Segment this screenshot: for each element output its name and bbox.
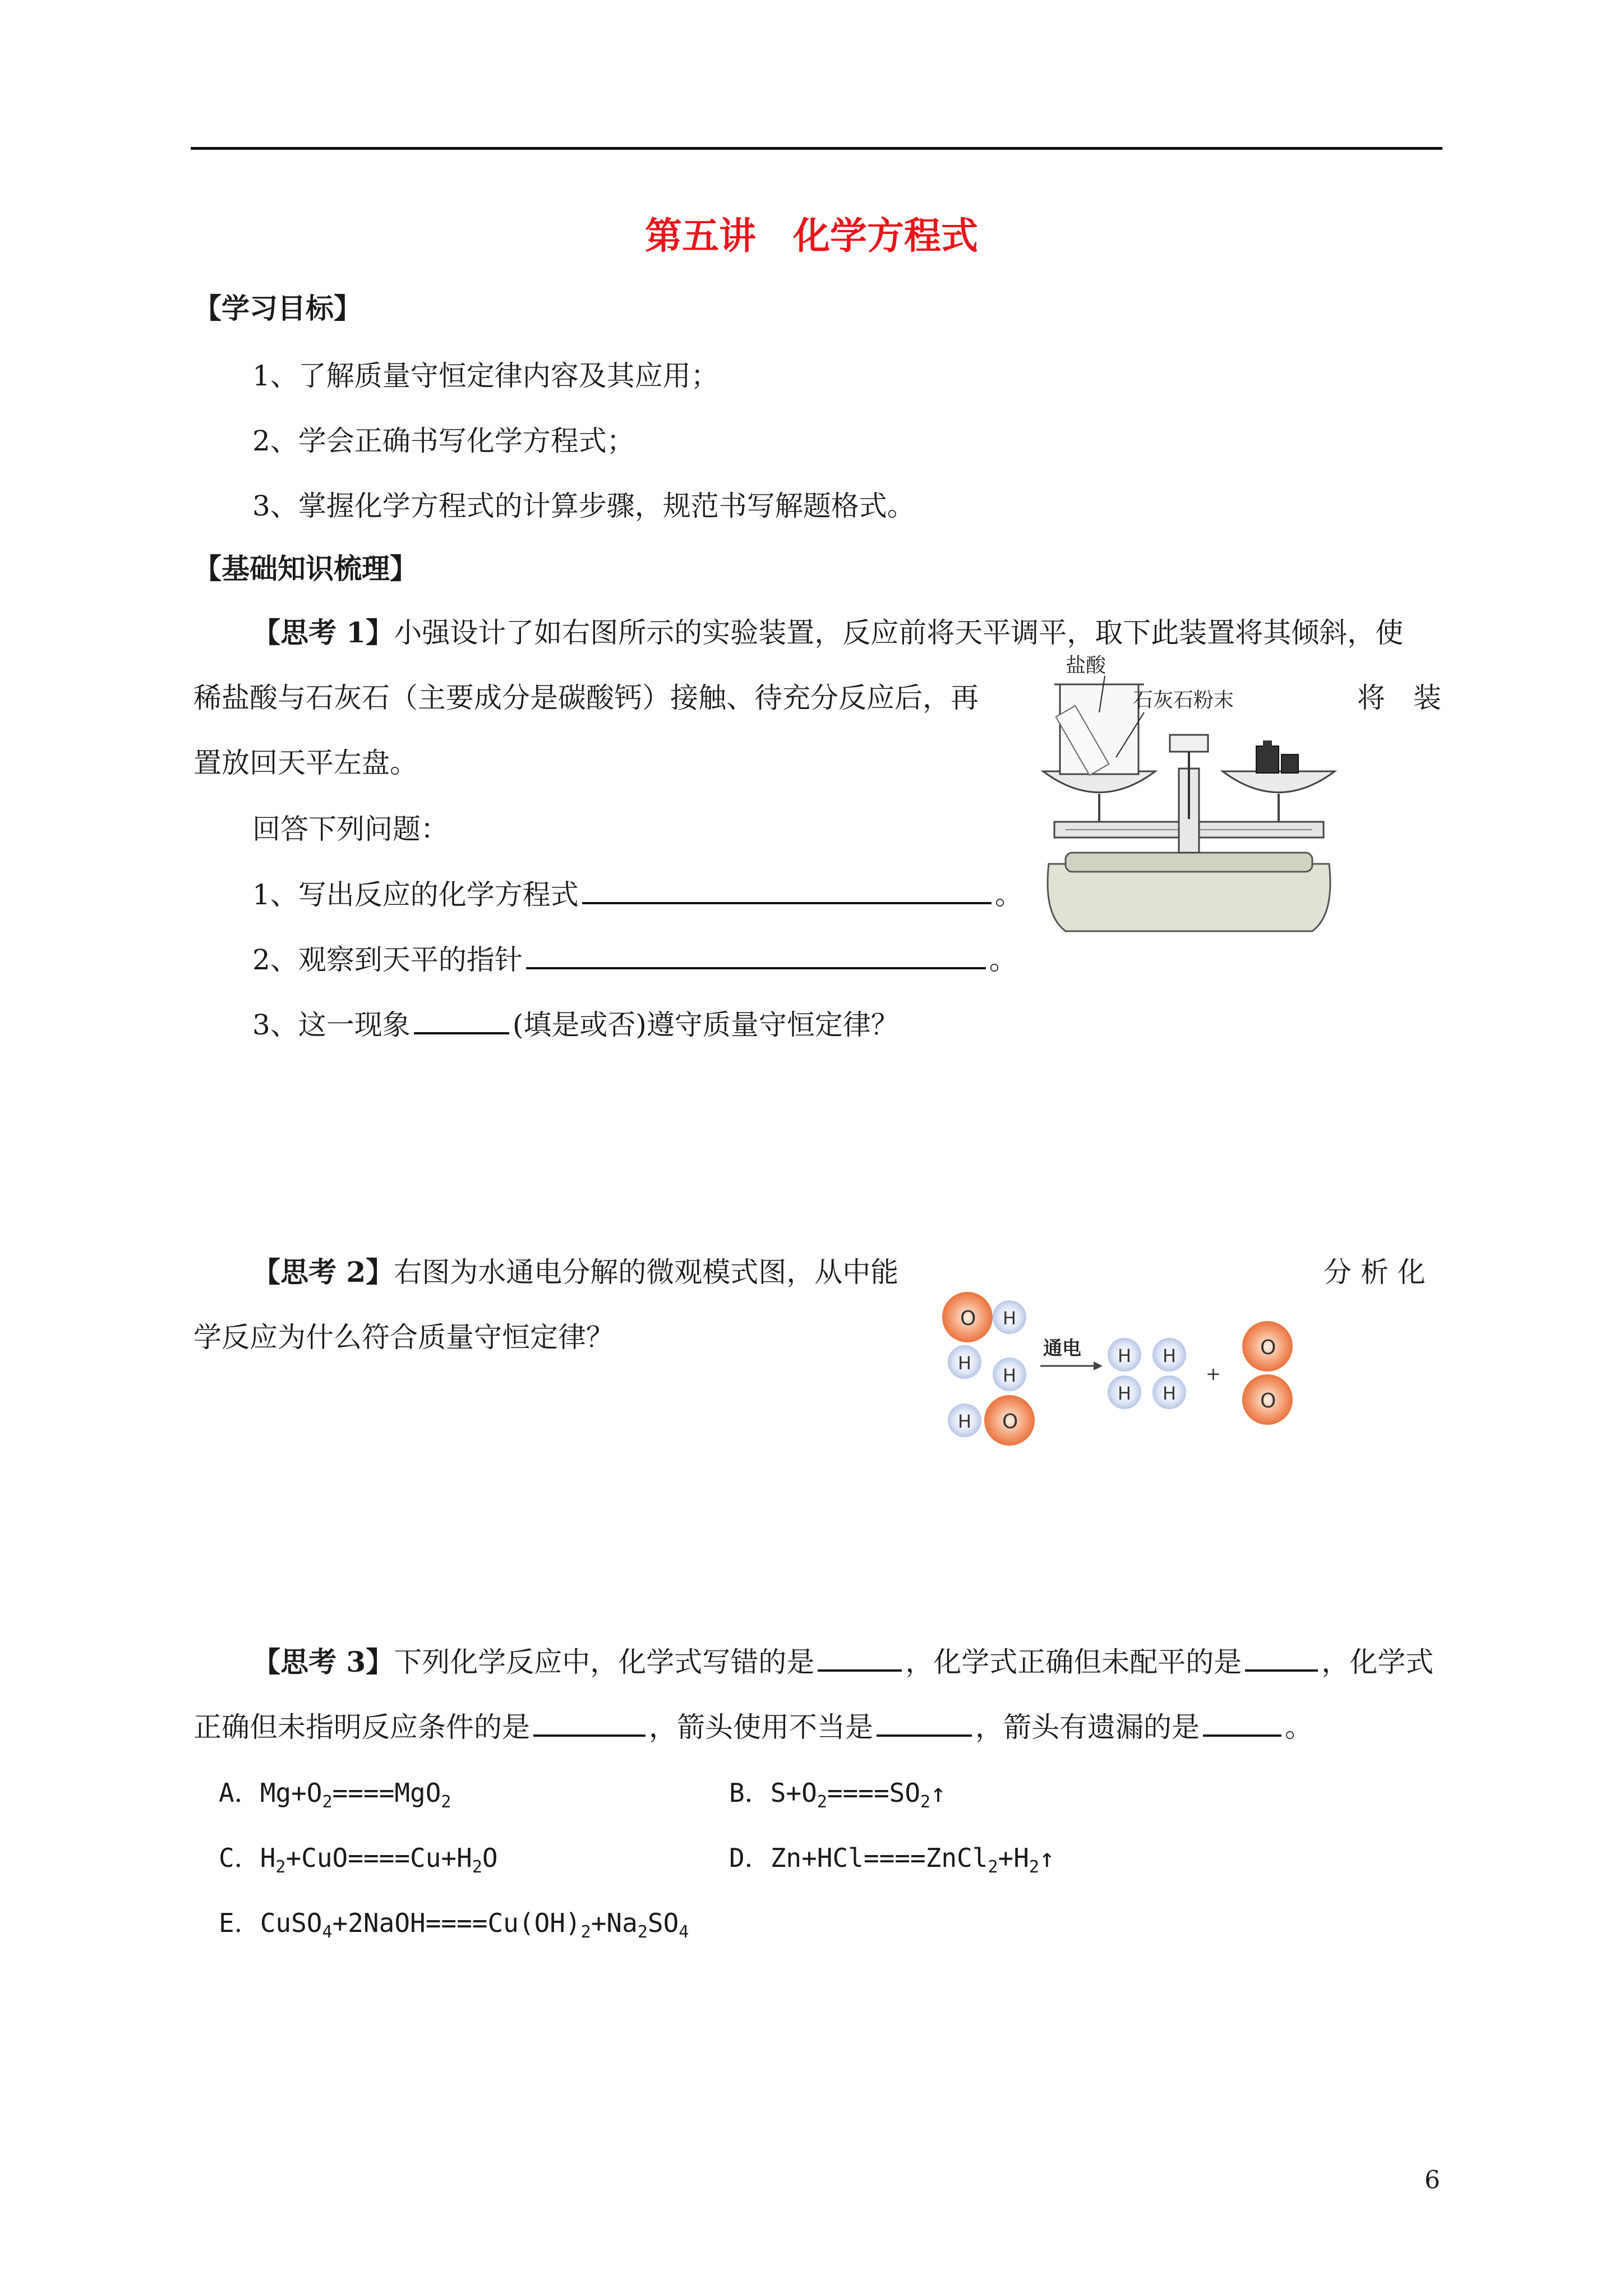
think3-text-c: ，化学式 bbox=[1321, 1646, 1434, 1678]
balance-scale-head bbox=[1170, 735, 1208, 752]
plus-sign: + bbox=[1206, 1363, 1221, 1384]
svg-text:O: O bbox=[1002, 1410, 1018, 1433]
answer-blank-wrong-arrow[interactable] bbox=[877, 1710, 972, 1737]
q2-text: 2、观察到天平的指针 bbox=[252, 944, 523, 976]
up-arrow-icon: ↑ bbox=[1039, 1843, 1055, 1873]
balance-base bbox=[1048, 864, 1330, 931]
right-pan bbox=[1223, 771, 1335, 793]
option-e: E．$CuSO_4+2NaOH====Cu(OH)_2+Na_2SO_4$ bbox=[219, 1908, 689, 1943]
goals-heading: 【学习目标】 bbox=[193, 292, 362, 325]
think3-text-f: ，箭头有遗漏的是 bbox=[975, 1711, 1200, 1743]
think3-text-d: 正确但未指明反应条件的是 bbox=[193, 1711, 530, 1743]
svg-text:H: H bbox=[1003, 1308, 1017, 1329]
think3-text-b: ，化学式正确但未配平的是 bbox=[905, 1646, 1242, 1678]
water-molecule-2 bbox=[948, 1345, 1026, 1391]
think2-line2: 学反应为什么符合质量守恒定律？ bbox=[193, 1321, 614, 1354]
balance-experiment-figure bbox=[1032, 651, 1346, 942]
up-arrow-icon: ↑ bbox=[930, 1778, 946, 1808]
basics-heading: 【基础知识梳理】 bbox=[193, 552, 418, 585]
goal-item-1: 1、了解质量守恒定律内容及其应用； bbox=[252, 360, 719, 392]
option-b: B．$S+O_2====SO_2↑$ bbox=[729, 1778, 946, 1812]
svg-text:O: O bbox=[1260, 1389, 1276, 1412]
header-rule bbox=[191, 147, 1442, 150]
page-number: 6 bbox=[1424, 2166, 1440, 2194]
think1-text1: 小强设计了如右图所示的实验装置，反应前将天平调平，取下此装置将其倾斜，使 bbox=[394, 616, 1404, 649]
weight-large bbox=[1256, 746, 1279, 773]
label-acid: 盐酸 bbox=[1066, 654, 1106, 677]
think2-text1: 右图为水通电分解的微观模式图，从中能 bbox=[394, 1256, 899, 1289]
hydrogen-molecule-2 bbox=[1152, 1338, 1186, 1409]
think2-line1-tail: 分 析 化 bbox=[1324, 1256, 1426, 1289]
svg-text:H: H bbox=[1118, 1383, 1132, 1404]
q3-text-b: (填是或否)遵守质量守恒定律？ bbox=[512, 1009, 899, 1041]
think1-q1 bbox=[252, 877, 1023, 912]
think3-text-e: ，箭头使用不当是 bbox=[649, 1711, 873, 1743]
water-molecule-1 bbox=[942, 1292, 1026, 1342]
q1-end: 。 bbox=[994, 878, 1023, 911]
think3-line1 bbox=[252, 1645, 1433, 1679]
svg-text:H: H bbox=[958, 1352, 972, 1374]
goal-item-3: 3、掌握化学方程式的计算步骤，规范书写解题格式。 bbox=[252, 490, 915, 522]
think3-line2 bbox=[193, 1710, 1313, 1744]
think1-q3 bbox=[252, 1007, 899, 1042]
goal-item-2: 2、学会正确书写化学方程式； bbox=[252, 425, 635, 457]
label-stone-powder: 石灰石粉末 bbox=[1133, 689, 1234, 712]
q3-text-a: 3、这一现象 bbox=[252, 1009, 411, 1041]
svg-text:H: H bbox=[1118, 1345, 1132, 1366]
weight-small bbox=[1281, 754, 1298, 773]
answer-blank-missing-arrow[interactable] bbox=[1203, 1710, 1281, 1737]
think2-line1 bbox=[252, 1255, 898, 1289]
q1-text: 1、写出反应的化学方程式 bbox=[252, 878, 579, 911]
hydrogen-molecule-1 bbox=[1108, 1338, 1141, 1409]
svg-text:O: O bbox=[1260, 1336, 1276, 1359]
option-c: C．$H_2+CuO====Cu+H_2O$ bbox=[219, 1843, 498, 1878]
svg-text:H: H bbox=[1163, 1383, 1177, 1404]
answer-blank-no-condition[interactable] bbox=[533, 1710, 645, 1737]
svg-text:H: H bbox=[1163, 1345, 1177, 1366]
think2-tag: 【思考 2】 bbox=[252, 1255, 394, 1289]
svg-text:H: H bbox=[958, 1411, 972, 1432]
balance-top-plate bbox=[1066, 853, 1312, 872]
answer-blank-unbalanced[interactable] bbox=[1245, 1645, 1318, 1672]
think1-tag: 【思考 1】 bbox=[252, 616, 394, 649]
option-a: A．$Mg+O_2====MgO_2$ bbox=[219, 1778, 451, 1812]
think3-text-g: 。 bbox=[1285, 1711, 1313, 1743]
svg-text:O: O bbox=[960, 1307, 976, 1330]
water-electrolysis-figure bbox=[931, 1290, 1312, 1458]
think1-line1 bbox=[252, 616, 1403, 650]
page-title: 第五讲 化学方程式 bbox=[645, 214, 978, 257]
think1-prompt: 回答下列问题： bbox=[252, 813, 449, 845]
think1-line2-tail: 将 装 bbox=[1357, 682, 1441, 714]
think1-line2: 稀盐酸与石灰石（主要成分是碳酸钙）接触、待充分反应后，再 bbox=[193, 682, 979, 714]
answer-blank-q2[interactable] bbox=[526, 942, 986, 969]
option-d: D．$Zn+HCl====ZnCl_2+H_2↑$ bbox=[729, 1843, 1055, 1878]
think3-tag: 【思考 3】 bbox=[252, 1645, 394, 1678]
answer-blank-wrong-formula[interactable] bbox=[818, 1645, 902, 1672]
arrow-label-electrify: 通电 bbox=[1043, 1337, 1081, 1360]
svg-text:H: H bbox=[1003, 1365, 1017, 1386]
q2-end: 。 bbox=[989, 944, 1017, 976]
water-molecule-3 bbox=[948, 1395, 1035, 1446]
answer-blank-q3[interactable] bbox=[414, 1007, 509, 1034]
answer-blank-q1[interactable] bbox=[582, 877, 992, 904]
oxygen-molecule bbox=[1242, 1321, 1293, 1425]
think1-line3: 置放回天平左盘。 bbox=[193, 747, 418, 779]
think1-q2 bbox=[252, 942, 1017, 977]
think3-text-a: 下列化学反应中，化学式写错的是 bbox=[394, 1646, 815, 1678]
